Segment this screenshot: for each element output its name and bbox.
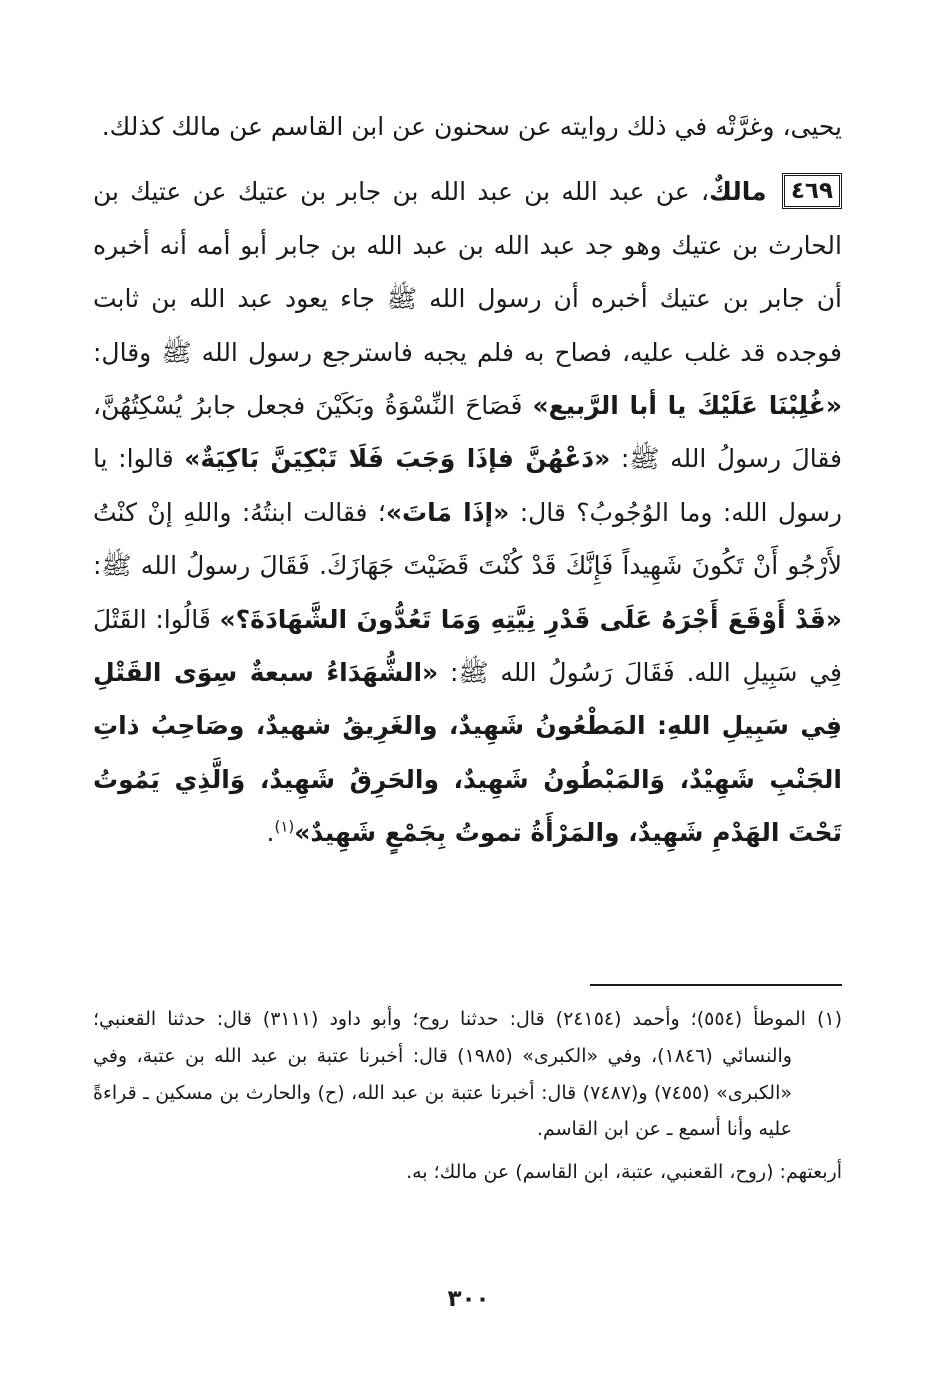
- hadith-end: .: [266, 818, 275, 848]
- main-text: [93, 100, 842, 860]
- hadith-text-3: قالوا: يا رسول الله: وما الوُجُوبُ؟ قال:: [93, 444, 843, 527]
- hadith-number-badge: ٤٦٩: [782, 173, 842, 209]
- hadith-text-5: قَالُوا: القَتْلَ فِي سَبِيلِ الله. فَقَالَ رَسُولُ الله ﷺ:: [93, 604, 842, 688]
- hadith-text-1: ، عن عبد الله بن عبد الله بن جابر بن عتيك عن عتيك بن الحارث بن عتيك وهو جد عبد الله بن عبد الله بن جابر أبو أمه أنه أخبره أن جابر بن عتيك أخبره أن رسول الله ﷺ جاء يعود عبد الله بن ثابت فوجده قد غلب عليه، فصاح به فلم يجبه فاسترجع رسول الله ﷺ وقال:: [93, 177, 842, 367]
- hadith-quote-5: «الشُّهَدَاءُ سبعةٌ سِوَى القَتْلِ فِي سَبِيلِ اللهِ: المَطْعُونُ شَهِيدٌ، والغَرِيقُ شهيدٌ، وصَاحِبُ ذاتِ الجَنْبِ شَهِيْدٌ، وَالمَبْطُونُ شَهِيدٌ، والحَرِقُ شَهِيدٌ، وَالَّذِي يَمُوتُ تَحْتَ الهَدْمِ شَهِيدٌ، والمَرْأَةُ تموتُ بِجَمْعٍ شَهِيدٌ»: [93, 658, 842, 848]
- footnotes: [93, 1001, 842, 1191]
- hadith-quote-3: «إذَا مَاتَ»: [385, 497, 510, 527]
- hadith-quote-2: «دَعْهُنَّ فإذَا وَجَبَ فَلَا تَبْكِيَنَّ بَاكِيَةٌ»: [184, 444, 611, 474]
- footnote-1: (١) الموطأ (٥٥٤)؛ وأحمد (٢٤١٥٤) قال: حدثنا روح؛ وأبو داود (٣١١١) قال: حدثنا القعنبي؛ والنسائي (١٨٤٦)، وفي «الكبرى» (١٩٨٥) قال: أخبرنا عتبة بن عبد الله بن عتبة، وفي «الكبرى» (٧٤٥٥) و(٧٤٨٧) قال: أخبرنا عتبة بن عبد الله، (ح) والحارث بن مسكين ـ قراءةً عليه وأنا أسمع ـ عن ابن القاسم.: [93, 1008, 843, 1141]
- hadith-quote-4: «قَدْ أَوْقَعَ أَجْرَهُ عَلَى قَدْرِ نِيَّتِهِ وَمَا تَعُدُّونَ الشَّهَادَةَ؟»: [219, 604, 842, 634]
- footnote-divider: [590, 984, 842, 986]
- footnote-summary: أربعتهم: (روح، القعنبي، عتبة، ابن القاسم) عن مالك؛ به.: [406, 1161, 842, 1184]
- hadith-narrator: مالكٌ: [709, 177, 767, 207]
- hadith-text-4: ؛ فقالت ابنتُهُ: واللهِ إنْ كنْتُ لأَرْجُو أَنْ تَكُونَ شَهِيداً فَإِنَّكَ قَدْ كُنْتَ قَضَيْتَ جَهَازَكَ. فَقَالَ رسولُ الله ﷺ:: [93, 497, 842, 581]
- hadith-quote-1: «غُلِبْنَا عَلَيْكَ يا أبا الرَّبيع»: [532, 391, 842, 421]
- previous-paragraph: يحيى، وغرَّتْه في ذلك روايته عن سحنون عن ابن القاسم عن مالك كذلك.: [101, 112, 842, 141]
- page-number: ٣٠٠: [447, 1286, 490, 1312]
- footnote-reference: (١): [274, 817, 295, 836]
- hadith-text-2: فَصَاحَ النِّسْوَةُ وبَكَيْنَ فجعل جابرُ يُسْكِتُهُنَّ، فقالَ رسولُ الله ﷺ:: [93, 391, 842, 474]
- hadith-paragraph: [93, 165, 842, 859]
